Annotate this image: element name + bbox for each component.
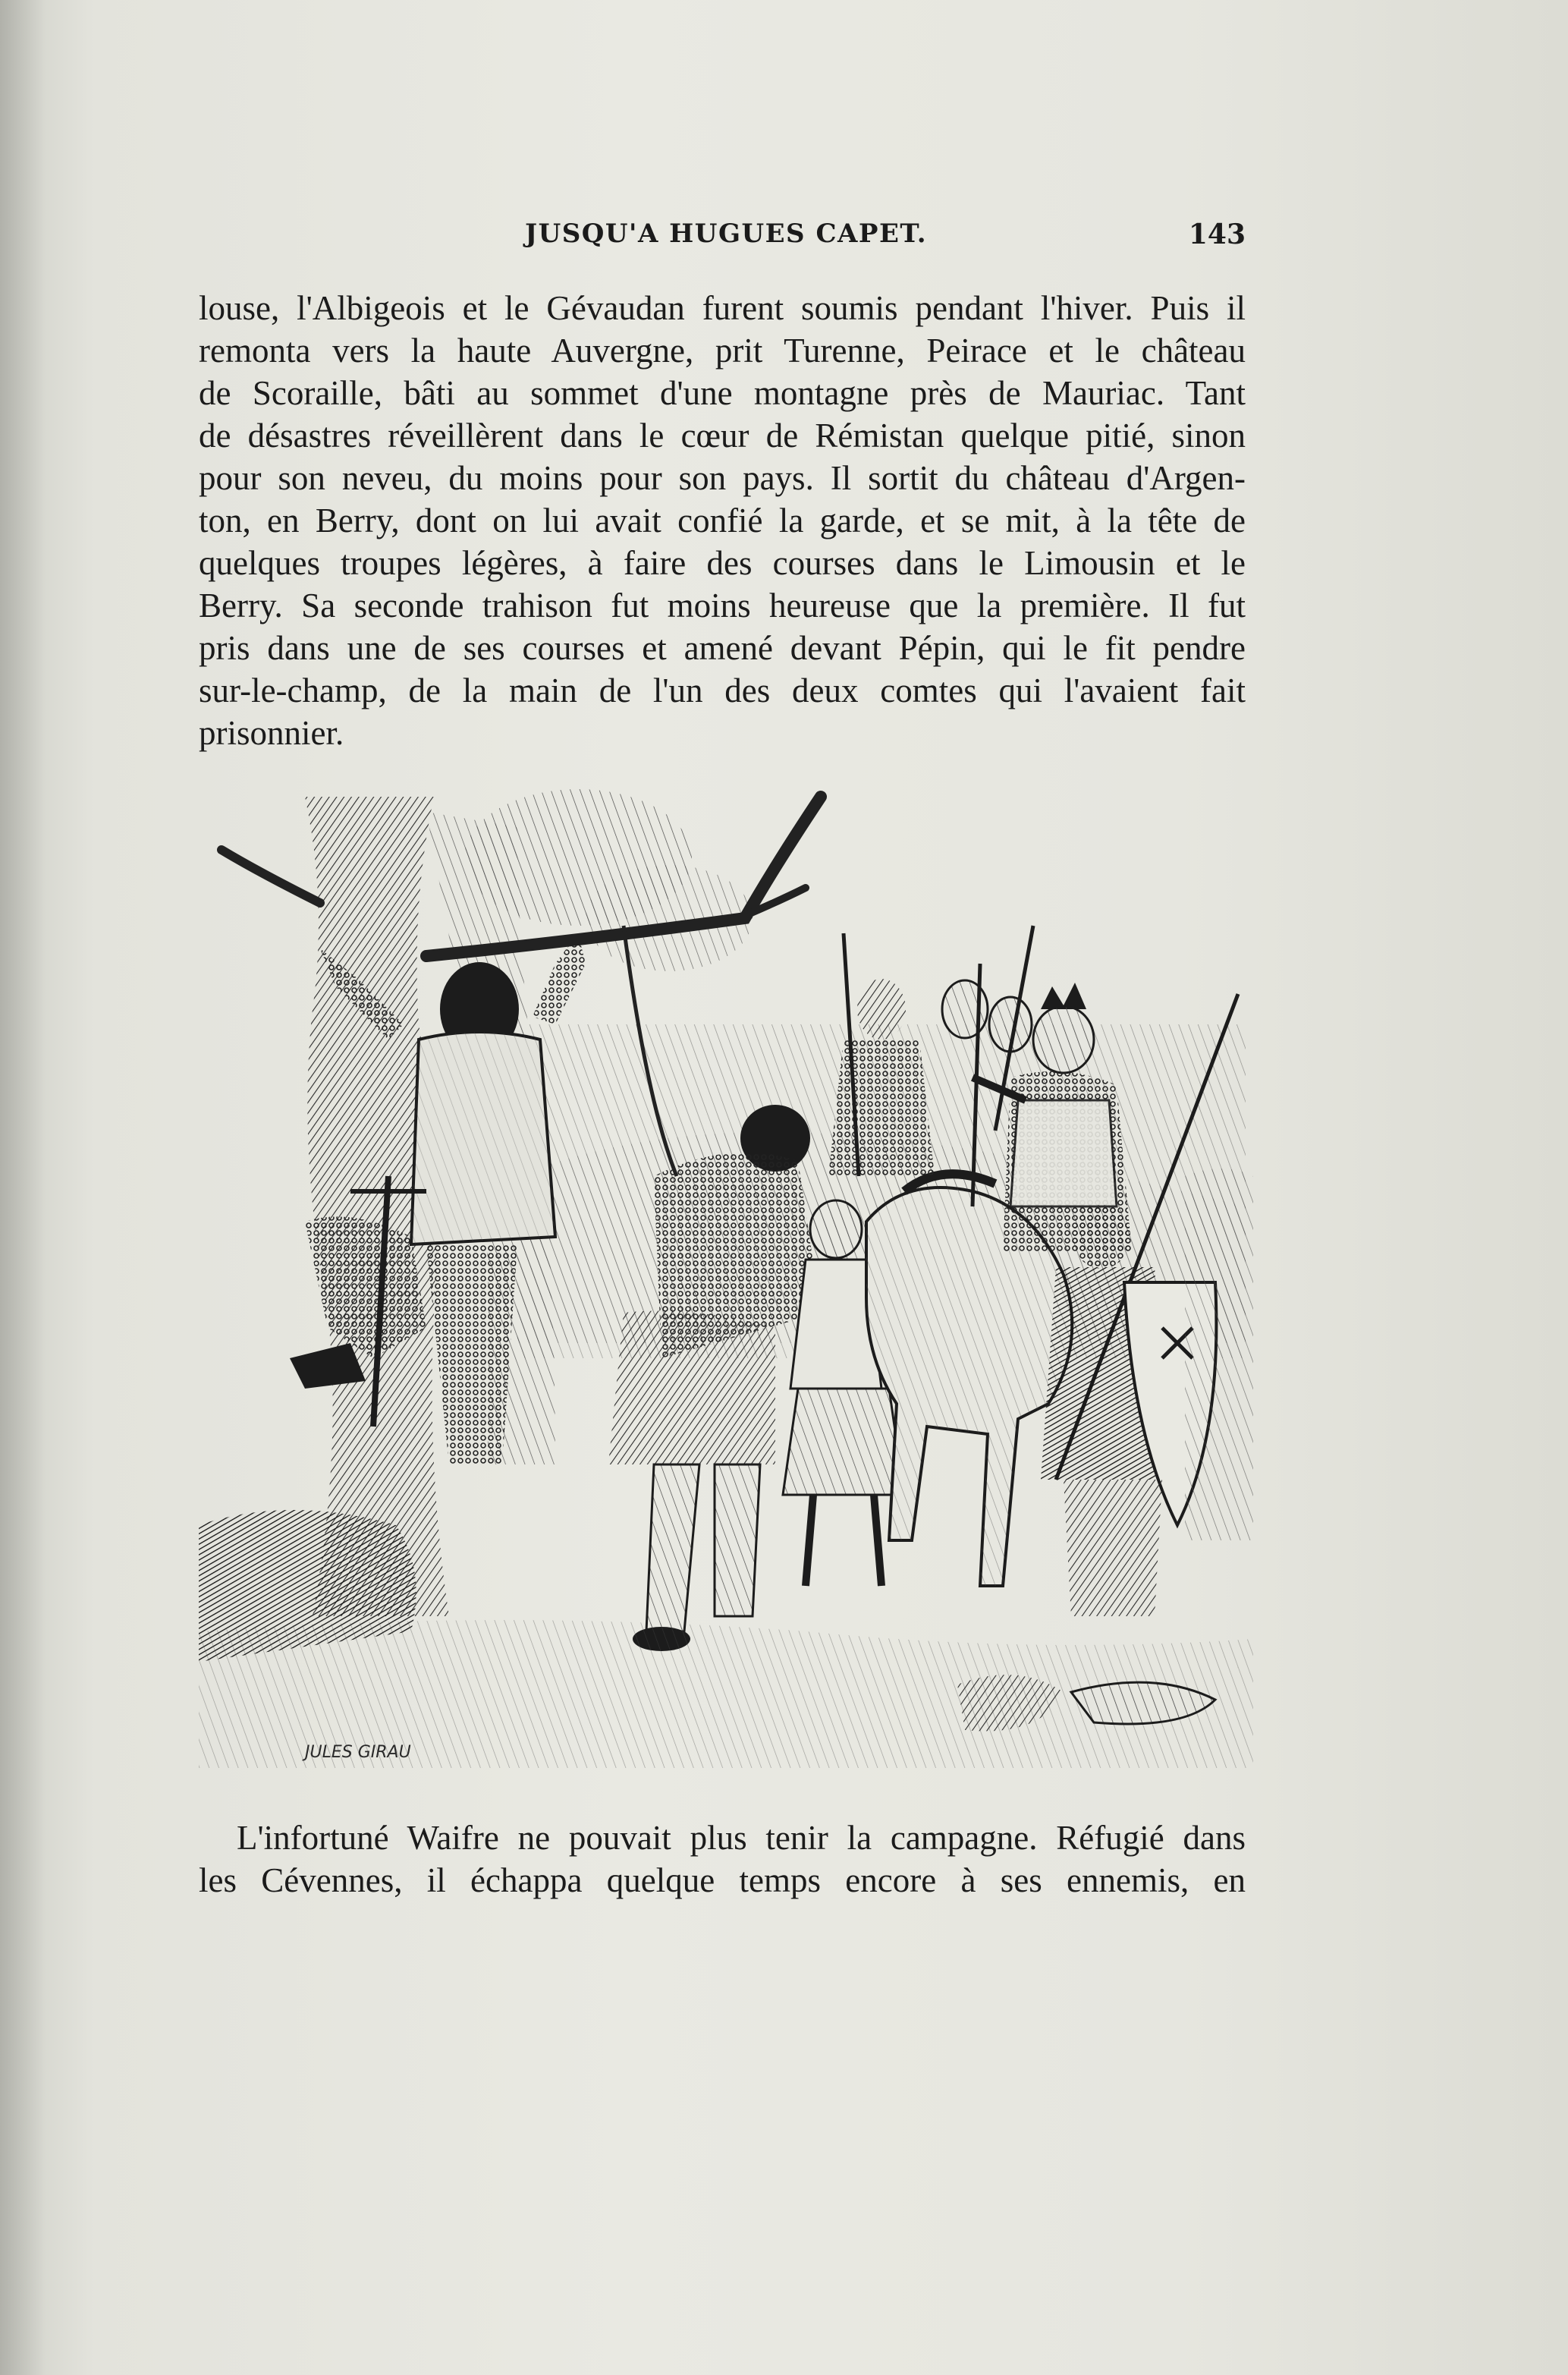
text-line: remonta vers la haute Auvergne, prit Turenne, Peirace et le château [199,332,1246,370]
text-line: de Scoraille, bâti au sommet d'une montagne près de Mauriac. Tant [199,374,1246,412]
engraving-svg [199,782,1253,1768]
page-gutter-shadow [0,0,46,2375]
text-line: Berry. Sa seconde trahison fut moins heureuse que la première. Il fut [199,587,1246,624]
crowd [1185,1169,1253,1540]
text-line: les Cévennes, il échappa quelque temps encore à ses ennemis, en [199,1861,1246,1899]
paragraph-1 [199,287,1246,754]
paragraph-2 [199,1817,1246,1902]
page-number: 143 [1188,219,1246,250]
text-line: ton, en Berry, dont on lui avait confié la garde, et se mit, à la tête de [199,502,1246,539]
text-line: quelques troupes légères, à faire des courses dans le Limousin et le [199,544,1246,582]
text-line: sur-le-champ, de la main de l'un des deux comtes qui l'avaient fait [199,672,1246,709]
text-line: prisonnier. [199,714,344,752]
text-line: L'infortuné Waifre ne pouvait plus tenir la campagne. Réfugié dans [237,1819,1246,1857]
running-head [199,219,1246,256]
engraving-illustration [199,782,1253,1768]
tree-branch [222,850,320,903]
text-line: pris dans une de ses courses et amené devant Pépin, qui le fit pendre [199,629,1246,667]
text-line: louse, l'Albigeois et le Gévaudan furent soumis pendant l'hiver. Puis il [199,289,1246,327]
text-line: pour son neveu, du moins pour son pays. Il sortit du château d'Argen- [199,459,1246,497]
artist-signature: JULES GIRAU [305,1743,411,1762]
running-title: JUSQU'A HUGUES CAPET. [525,219,928,249]
text-line: de désastres réveillèrent dans le cœur de Rémistan quelque pitié, sinon [199,417,1246,455]
